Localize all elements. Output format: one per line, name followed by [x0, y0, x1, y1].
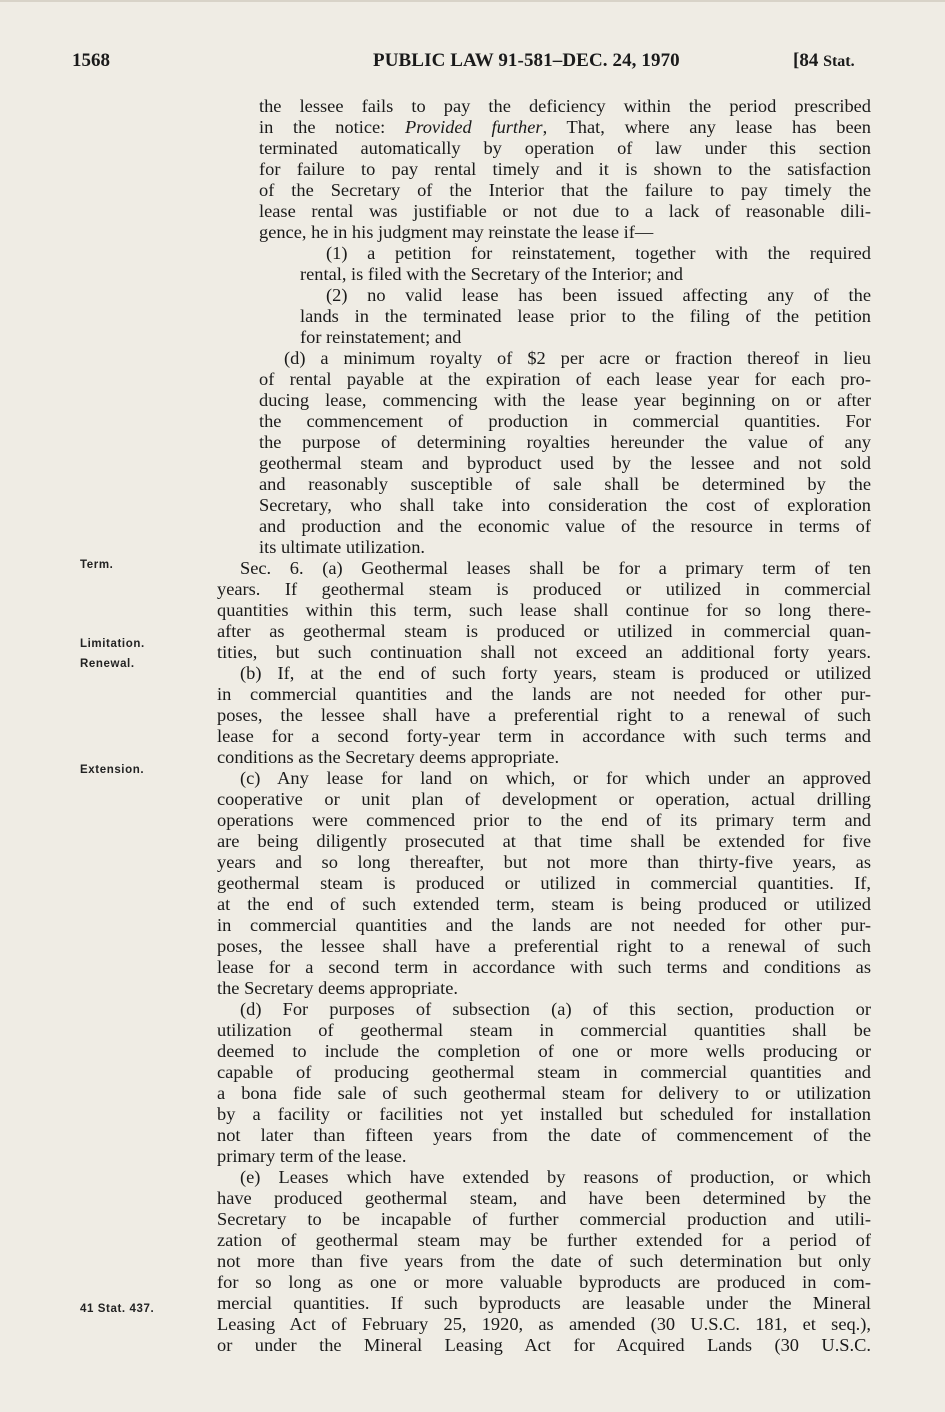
- text-line: not later than fifteen years from the date of commencement of the: [217, 1125, 871, 1145]
- margin-note-stat-citation: 41 Stat. 437.: [80, 1303, 155, 1315]
- text-line: its ultimate utilization.: [259, 537, 426, 557]
- text-line: rental, is filed with the Secretary of the Interior; and: [300, 264, 683, 284]
- text-line: tities, but such continuation shall not exceed an additional forty years.: [217, 642, 871, 662]
- text-line: (2) no valid lease has been issued affecting any of the: [326, 285, 871, 305]
- text-line: the commencement of production in commercial quantities. For: [259, 411, 871, 431]
- text-line: poses, the lessee shall have a preferential right to a renewal of such: [217, 936, 871, 956]
- text-line: primary term of the lease.: [217, 1146, 407, 1166]
- statute-volume-prefix: [84: [793, 50, 824, 71]
- text-line: for so long as one or more valuable byproducts are produced in com-: [217, 1272, 871, 1292]
- text-line: conditions as the Secretary deems appropriate.: [217, 747, 560, 767]
- page-header: [0, 50, 945, 74]
- text-line: years. If geothermal steam is produced or utilized in commercial: [217, 579, 871, 599]
- text-line: a bona fide sale of such geothermal steam for delivery to or utilization: [217, 1083, 871, 1103]
- text-line: (b) If, at the end of such forty years, steam is produced or utilized: [240, 663, 871, 683]
- page-edge-shadow: [0, 0, 945, 2]
- text-line: utilization of geothermal steam in commercial quantities shall be: [217, 1020, 871, 1040]
- text-line: capable of producing geothermal steam in commercial quantities and: [217, 1062, 871, 1082]
- text-line: not more than five years from the date of such determination but only: [217, 1251, 871, 1271]
- statute-volume-label: Stat.: [823, 53, 855, 70]
- text-line: by a facility or facilities not yet installed but scheduled for installation: [217, 1104, 871, 1124]
- text-line: operations were commenced prior to the end of its primary term and: [217, 810, 871, 830]
- text-line: and reasonably susceptible of sale shall be determined by the: [259, 474, 871, 494]
- margin-note-extension: Extension.: [80, 764, 145, 776]
- text-line: (c) Any lease for land on which, or for which under an approved: [240, 768, 871, 788]
- text-line: in commercial quantities and the lands are not needed for other pur-: [217, 684, 871, 704]
- text-line: Secretary to be incapable of further commercial production and utili-: [217, 1209, 871, 1229]
- text-line: after as geothermal steam is produced or utilized in commercial quan-: [217, 621, 871, 641]
- text-line: geothermal steam and byproduct used by the lessee and not sold: [259, 453, 871, 473]
- text-line: zation of geothermal steam may be further extended for a period of: [217, 1230, 871, 1250]
- text-line: the purpose of determining royalties hereunder the value of any: [259, 432, 871, 452]
- running-title: PUBLIC LAW 91-581–DEC. 24, 1970: [373, 50, 680, 71]
- text-line: deemed to include the completion of one or more wells producing or: [217, 1041, 871, 1061]
- text-line: poses, the lessee shall have a preferential right to a renewal of such: [217, 705, 871, 725]
- text-line: ducing lease, commencing with the lease year beginning on or after: [259, 390, 871, 410]
- text-line: (d) For purposes of subsection (a) of this section, production or: [240, 999, 871, 1019]
- text-line: the lessee fails to pay the deficiency within the period prescribed: [259, 96, 871, 116]
- margin-note-renewal: Renewal.: [80, 658, 135, 670]
- text-line: years and so long thereafter, but not more than thirty-five years, as: [217, 852, 871, 872]
- page-number: 1568: [72, 50, 110, 71]
- text-line: mercial quantities. If such byproducts are leasable under the Mineral: [217, 1293, 871, 1313]
- text-line: in the notice: Provided further, That, where any lease has been: [259, 117, 871, 137]
- text-line: or under the Mineral Leasing Act for Acquired Lands (30 U.S.C.: [217, 1335, 871, 1355]
- text-line: at the end of such extended term, steam is being produced or utilized: [217, 894, 871, 914]
- text-line: lands in the terminated lease prior to the filing of the petition: [300, 306, 871, 326]
- text-line: the Secretary deems appropriate.: [217, 978, 459, 998]
- text-line: Sec. 6. (a) Geothermal leases shall be for a primary term of ten: [240, 558, 871, 578]
- text-line: in commercial quantities and the lands are not needed for other pur-: [217, 915, 871, 935]
- text-line: and production and the economic value of the resource in terms of: [259, 516, 871, 536]
- text-line: of rental payable at the expiration of each lease year for each pro-: [259, 369, 871, 389]
- text-line: for reinstatement; and: [300, 327, 462, 347]
- text-line: terminated automatically by operation of law under this section: [259, 138, 871, 158]
- statute-volume: [793, 50, 855, 72]
- margin-note-limitation: Limitation.: [80, 638, 145, 650]
- text-line: (d) a minimum royalty of $2 per acre or fraction thereof in lieu: [284, 348, 871, 368]
- text-line: cooperative or unit plan of development or operation, actual drilling: [217, 789, 871, 809]
- text-line: are being diligently prosecuted at that time shall be extended for five: [217, 831, 871, 851]
- text-line: (e) Leases which have extended by reasons of production, or which: [240, 1167, 871, 1187]
- text-line: gence, he in his judgment may reinstate the lease if—: [259, 222, 654, 242]
- text-line: Leasing Act of February 25, 1920, as amended (30 U.S.C. 181, et seq.),: [217, 1314, 871, 1334]
- text-line: (1) a petition for reinstatement, together with the required: [326, 243, 871, 263]
- text-line: lease for a second term in accordance with such terms and conditions as: [217, 957, 871, 977]
- text-line: quantities within this term, such lease shall continue for so long there-: [217, 600, 871, 620]
- text-line: Secretary, who shall take into consideration the cost of exploration: [259, 495, 871, 515]
- text-line: for failure to pay rental timely and it is shown to the satisfaction: [259, 159, 871, 179]
- text-line: geothermal steam is produced or utilized in commercial quantities. If,: [217, 873, 871, 893]
- margin-note-term: Term.: [80, 559, 114, 571]
- text-line: lease for a second forty-year term in accordance with such terms and: [217, 726, 871, 746]
- text-line: lease rental was justifiable or not due to a lack of reasonable dili-: [259, 201, 871, 221]
- text-line: have produced geothermal steam, and have been determined by the: [217, 1188, 871, 1208]
- text-line: of the Secretary of the Interior that the failure to pay timely the: [259, 180, 871, 200]
